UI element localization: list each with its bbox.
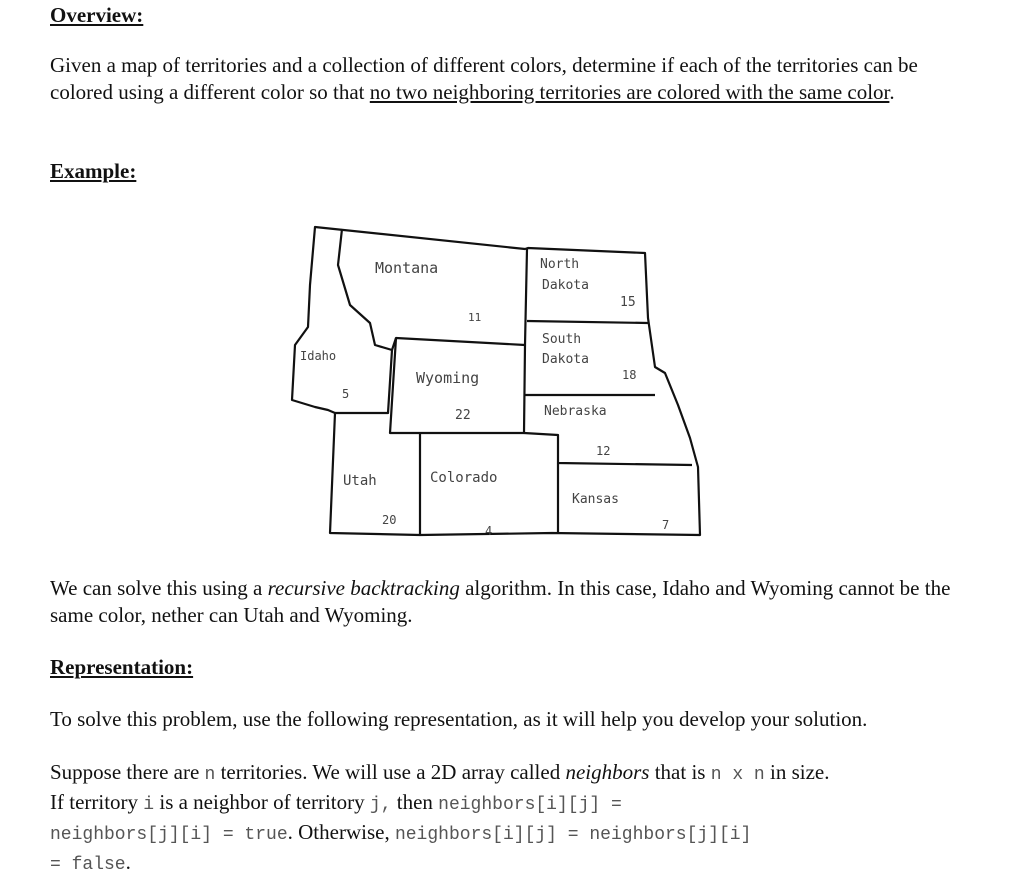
map-label-kansas: Kansas [572,492,619,507]
example-text-1: We can solve this using a [50,576,268,600]
rep-text: . [125,850,131,874]
map-number-colorado: 4 [485,524,493,538]
map-number-kansas: 7 [662,518,670,532]
example-paragraph [50,575,980,629]
map-label-dakota-south: Dakota [542,352,589,367]
map-number-south-dakota: 18 [622,368,637,382]
map-label-nebraska: Nebraska [544,404,607,419]
map-label-north: North [540,257,580,272]
map-label-idaho: Idaho [300,349,337,363]
rep-text: in size. [764,760,830,784]
map-number-utah: 20 [382,513,397,527]
example-text-2: algorithm. In this case, Idaho and Wyoming cannot be the same color, nether can Utah and Wyoming. [50,576,951,627]
dakota-border [527,321,648,323]
rep-text: territories. We will use a 2D array called [215,760,566,784]
rep-text: . Otherwise, [287,820,395,844]
map-number-north-dakota: 15 [620,295,636,310]
overview-heading: Overview: [50,3,144,27]
code-neighbors-ij-ji: neighbors[i][j] = neighbors[j][i] [394,825,752,845]
code-i: i [143,795,155,815]
map-number-nebraska: 12 [596,444,611,458]
code-n-x-n: n x n [710,765,765,785]
map-label-colorado: Colorado [430,470,498,486]
code-false: = false [50,855,126,875]
representation-heading: Representation: [50,655,194,679]
rep-italic-neighbors: neighbors [565,760,650,784]
code-n: n [204,765,216,785]
territory-map [280,205,710,550]
representation-paragraph [50,759,980,879]
overview-text-start: Given a map of territories and a collection of different colors, determine if each of the territories can be colored using a different color so that [50,53,918,104]
overview-paragraph [50,52,980,106]
territory-map-svg [280,205,710,550]
map-number-wyoming: 22 [455,408,471,423]
code-neighbors-ij: neighbors[i][j] = [438,795,622,815]
rep-text: is a neighbor of territory [154,790,370,814]
code-neighbors-ji-true: neighbors[j][i] = true [50,825,288,845]
map-label-south: South [542,332,582,347]
map-number-idaho: 5 [342,387,350,401]
map-label-wyoming: Wyoming [416,369,480,387]
map-label-montana: Montana [375,259,439,277]
example-text-italic: recursive backtracking [267,576,460,600]
code-j: j, [369,795,392,815]
overview-text-end: . [889,80,895,104]
rep-text: then [391,790,439,814]
idaho-border [335,350,392,413]
map-label-utah: Utah [343,473,377,489]
overview-text-underlined: no two neighboring territories are colored with the same color [369,80,890,104]
map-label-dakota-north: Dakota [542,278,589,293]
rep-text: Suppose there are [50,760,205,784]
example-heading: Example: [50,159,137,183]
map-number-montana: 11 [468,311,482,324]
rep-text: that is [649,760,711,784]
representation-intro: To solve this problem, use the following representation, as it will help you develop your solution. [50,707,868,731]
rep-text: If territory [50,790,144,814]
